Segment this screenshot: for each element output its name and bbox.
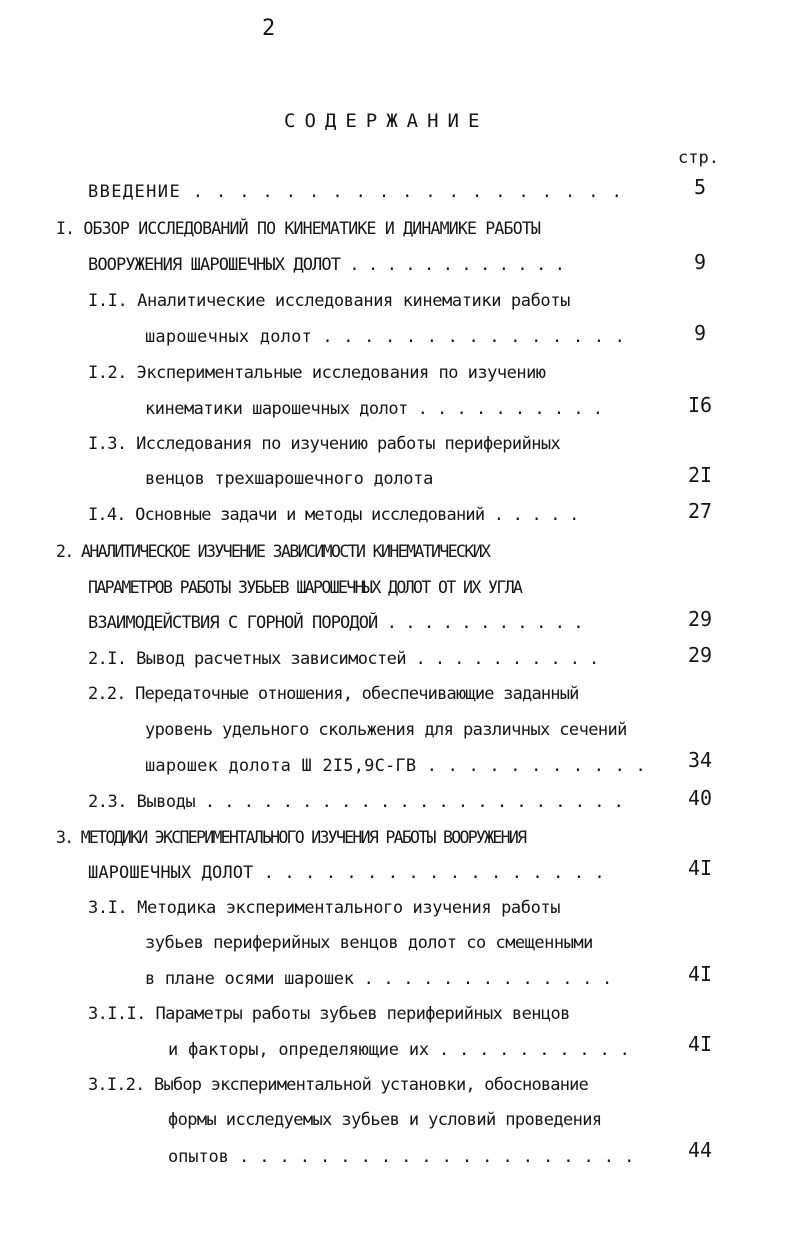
toc-line: 3.I.I. Параметры работы зубьев периферийных венцов	[88, 1004, 570, 1024]
page-ref: 4I	[687, 962, 713, 986]
page-ref: 5	[693, 175, 707, 199]
page-ref: I6	[687, 393, 713, 417]
page-ref: 2I	[687, 463, 713, 487]
toc-line: 3.I. Методика экспериментального изучения работы	[88, 898, 561, 918]
toc-line: I.3. Исследования по изучению работы периферийных	[88, 434, 561, 454]
toc-line: шарошечных долот . . . . . . . . . . . . . . .	[145, 327, 626, 347]
toc-line: I.2. Экспериментальные исследования по изучению	[88, 363, 546, 383]
toc-line: формы исследуемых зубьев и условий проведения	[168, 1110, 602, 1130]
page-ref: 29	[687, 643, 713, 667]
toc-line: 2.I. Вывод расчетных зависимостей . . . . . . . . . .	[88, 649, 599, 669]
toc-line: 3.I.2. Выбор экспериментальной установки, обоснование	[88, 1075, 589, 1095]
toc-line: ШАРОШЕЧНЫХ ДОЛОТ . . . . . . . . . . . . . . . . .	[88, 863, 605, 883]
page-column-label: стр.	[678, 148, 719, 168]
page-ref: 29	[687, 607, 713, 631]
toc-line: шарошек долота Ш 2I5,9С-ГВ . . . . . . . . . . .	[145, 756, 646, 776]
toc-line: 3. МЕТОДИКИ ЭКСПЕРИМЕНТАЛЬНОГО ИЗУЧЕНИЯ РАБОТЫ ВООРУЖЕНИЯ	[56, 828, 526, 847]
toc-line: ВВЕДЕНИЕ . . . . . . . . . . . . . . . . . . .	[88, 182, 624, 202]
toc-line: кинематики шарошечных долот . . . . . . . . . .	[145, 399, 603, 419]
toc-title: СОДЕРЖАНИЕ	[284, 110, 489, 132]
toc-line: I. ОБЗОР ИССЛЕДОВАНИЙ ПО КИНЕМАТИКЕ И ДИНАМИКЕ РАБОТЫ	[56, 219, 541, 238]
toc-line: опытов . . . . . . . . . . . . . . . . . . . .	[168, 1147, 635, 1167]
toc-line: уровень удельного скольжения для различных сечений	[145, 720, 627, 740]
toc-line: ПАРАМЕТРОВ РАБОТЫ ЗУБЬЕВ ШАРОШЕЧНЫХ ДОЛОТ ОТ ИХ УГЛА	[88, 578, 522, 597]
page-number: 2	[262, 16, 276, 41]
toc-line: ВООРУЖЕНИЯ ШАРОШЕЧНЫХ ДОЛОТ . . . . . . . . . . . .	[88, 255, 565, 275]
page-ref: 4I	[687, 856, 713, 880]
toc-line: и факторы, определяющие их . . . . . . . . . .	[168, 1040, 630, 1060]
page-ref: 9	[693, 321, 707, 345]
page-ref: 40	[687, 786, 713, 810]
toc-line: в плане осями шарошек . . . . . . . . . . . . .	[145, 969, 612, 989]
toc-line: 2.3. Выводы . . . . . . . . . . . . . . . . . . . . . .	[88, 792, 624, 812]
page-ref: 27	[687, 499, 713, 523]
page-ref: 44	[687, 1138, 713, 1162]
toc-line: зубьев периферийных венцов долот со смещенными	[145, 933, 593, 953]
page-ref: 4I	[687, 1032, 713, 1056]
toc-line: I.4. Основные задачи и методы исследований . . . . .	[88, 505, 579, 525]
page-ref: 34	[687, 748, 713, 772]
toc-line: венцов трехшарошечного долота	[145, 469, 434, 489]
toc-line: I.I. Аналитические исследования кинематики работы	[88, 291, 570, 311]
toc-line: ВЗАИМОДЕЙСТВИЯ С ГОРНОЙ ПОРОДОЙ . . . . . . . . . . .	[88, 613, 583, 633]
page-ref: 9	[693, 250, 707, 274]
toc-line: 2. АНАЛИТИЧЕСКОЕ ИЗУЧЕНИЕ ЗАВИСИМОСТИ КИНЕМАТИЧЕСКИХ	[56, 542, 490, 561]
toc-line: 2.2. Передаточные отношения, обеспечивающие заданный	[88, 684, 579, 704]
